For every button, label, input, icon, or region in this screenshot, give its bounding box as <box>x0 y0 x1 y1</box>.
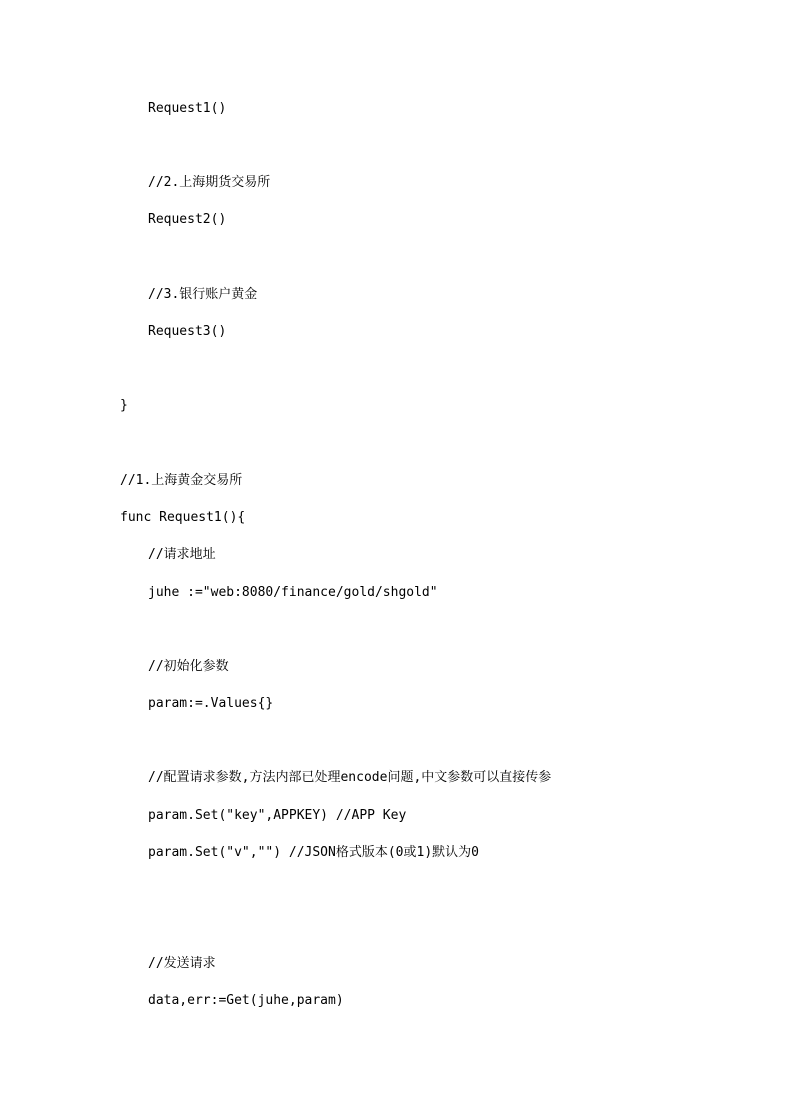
code-line: param:=.Values{} <box>148 696 274 711</box>
code-line: juhe :="web:8080/finance/gold/shgold" <box>148 585 438 600</box>
code-line: Request1() <box>148 101 227 116</box>
comment-line: //2.上海期货交易所 <box>148 175 271 190</box>
code-line: data,err:=Get(juhe,param) <box>148 993 344 1008</box>
comment-line: //1.上海黄金交易所 <box>120 473 243 488</box>
code-line: Request3() <box>148 324 227 339</box>
code-line: param.Set("v","") //JSON格式版本(0或1)默认为0 <box>148 845 479 860</box>
code-line: param.Set("key",APPKEY) //APP Key <box>148 808 407 823</box>
comment-line: //配置请求参数,方法内部已处理encode问题,中文参数可以直接传参 <box>148 770 552 785</box>
code-line: Request2() <box>148 212 227 227</box>
comment-line: //发送请求 <box>148 956 216 971</box>
function-declaration: func Request1(){ <box>120 510 246 525</box>
closing-brace: } <box>120 398 128 413</box>
comment-line: //请求地址 <box>148 547 216 562</box>
comment-line: //初始化参数 <box>148 659 229 674</box>
comment-line: //3.银行账户黄金 <box>148 287 258 302</box>
